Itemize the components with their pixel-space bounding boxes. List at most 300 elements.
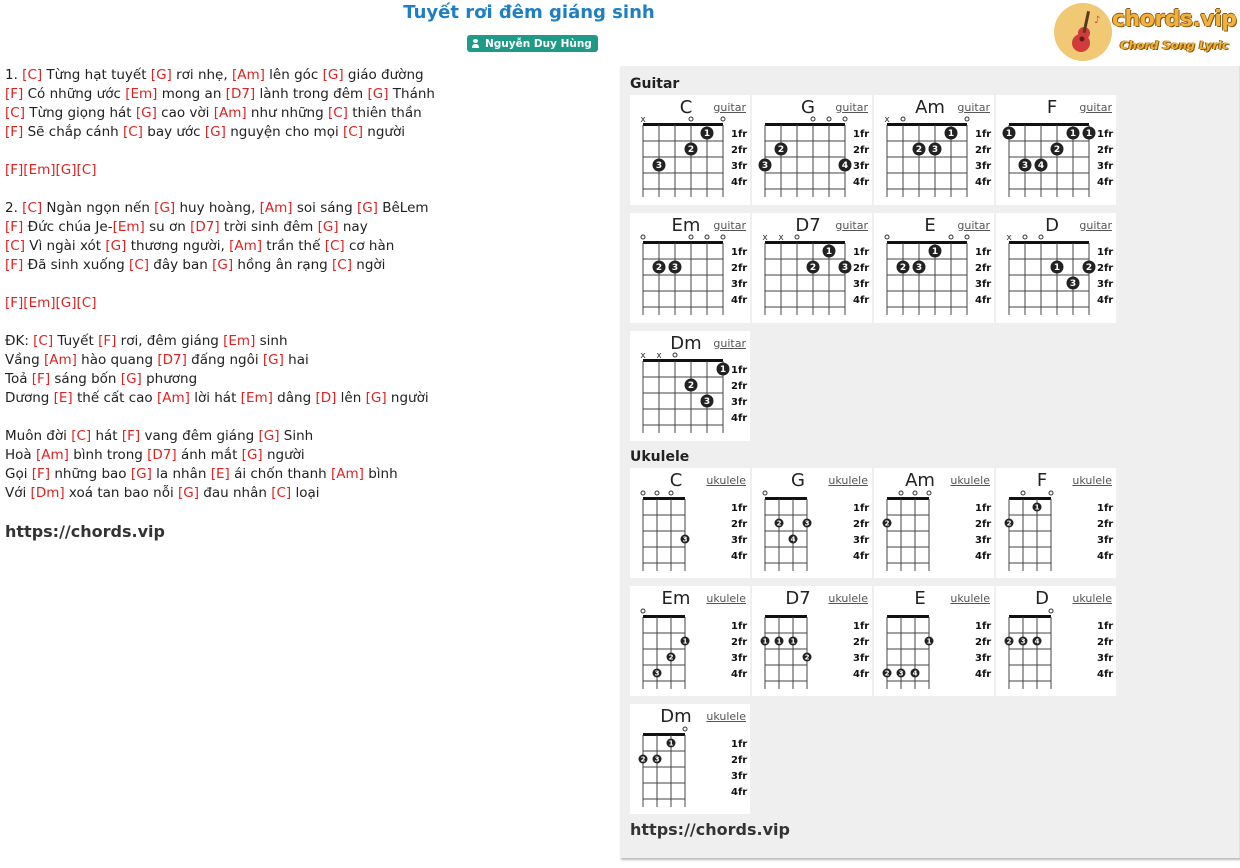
nut xyxy=(643,497,685,500)
fret-label: 1fr xyxy=(1097,129,1114,140)
chord-link[interactable]: [G] xyxy=(154,200,176,216)
lyric-text: nguyện cho mọi xyxy=(225,124,344,140)
author-badge[interactable] xyxy=(467,35,598,52)
guitar-chord-d[interactable] xyxy=(996,213,1116,323)
chord-name: Am xyxy=(905,470,935,491)
lyric-text: ái chốn thanh xyxy=(229,466,331,482)
ukulele-chord-am[interactable] xyxy=(874,468,994,578)
chord-link[interactable]: [G] xyxy=(130,466,152,482)
lyric-line xyxy=(5,465,610,484)
open-string-mark xyxy=(899,491,903,495)
lyric-text: Dương xyxy=(5,390,54,406)
guitar-chord-e[interactable] xyxy=(874,213,994,323)
fret-label: 3fr xyxy=(853,279,870,290)
fret-label: 1fr xyxy=(853,247,870,258)
finger-number: 2 xyxy=(1053,145,1061,156)
fret-label: 2fr xyxy=(975,519,992,530)
finger-number: 2 xyxy=(915,145,923,156)
instrument-link[interactable]: ukulele xyxy=(950,592,990,605)
lyric-line xyxy=(5,237,610,256)
ukulele-chord-d7[interactable] xyxy=(752,586,872,696)
fret-label: 1fr xyxy=(1097,247,1114,258)
chord-link[interactable]: [Am] xyxy=(259,200,293,216)
instrument-link[interactable]: ukulele xyxy=(706,592,746,605)
finger-number: 2 xyxy=(1006,637,1012,646)
lyric-line xyxy=(5,104,610,123)
guitar-chord-em[interactable] xyxy=(630,213,750,323)
chord-link[interactable]: [Am] xyxy=(331,466,364,482)
chord-link[interactable]: [D7] xyxy=(190,219,220,235)
finger-number: 3 xyxy=(1020,637,1026,646)
fret-label: 4fr xyxy=(853,551,870,562)
fret-label: 4fr xyxy=(975,295,992,306)
chord-link[interactable]: [G] xyxy=(178,485,199,501)
lyric-text: nay xyxy=(338,219,368,235)
fret-label: 2fr xyxy=(853,145,870,156)
open-string-mark xyxy=(1049,491,1053,495)
finger-number: 2 xyxy=(804,653,810,662)
finger-number: 3 xyxy=(1069,279,1077,290)
chord-link[interactable]: [F][Em][G][C] xyxy=(5,162,97,178)
chord-link[interactable]: [G] xyxy=(367,86,389,102)
fret-label: 4fr xyxy=(975,177,992,188)
finger-number: 2 xyxy=(655,263,663,274)
fret-label: 3fr xyxy=(1097,161,1114,172)
fret-label: 4fr xyxy=(731,413,748,424)
lyric-text: lên xyxy=(336,390,366,406)
lyric-text: lời hát xyxy=(189,390,241,406)
finger-number: 4 xyxy=(841,161,849,172)
lyric-line xyxy=(5,294,610,313)
lyric-text: bình trong xyxy=(68,447,148,463)
nut xyxy=(887,497,929,500)
chord-link[interactable]: [G] xyxy=(365,390,387,406)
fret-label: 2fr xyxy=(1097,145,1114,156)
muted-string-mark: x xyxy=(778,233,784,243)
fret-label: 4fr xyxy=(731,787,748,798)
lyric-text: loại xyxy=(291,485,320,501)
instrument-link[interactable]: guitar xyxy=(835,219,868,232)
finger-number: 3 xyxy=(898,669,904,678)
open-string-mark xyxy=(1049,609,1053,613)
chord-name: D xyxy=(1045,215,1059,236)
chord-link[interactable]: [F] xyxy=(121,428,141,444)
instrument-link[interactable]: guitar xyxy=(957,219,990,232)
chord-link[interactable]: [E] xyxy=(210,466,230,482)
nut xyxy=(765,615,807,618)
fret-label: 2fr xyxy=(853,263,870,274)
lyric-text: Ngàn ngọn nến xyxy=(42,200,155,216)
chord-link[interactable]: [G] xyxy=(356,200,378,216)
fret-label: 1fr xyxy=(975,621,992,632)
site-logo[interactable] xyxy=(1054,3,1237,61)
instrument-link[interactable]: guitar xyxy=(713,219,746,232)
nut xyxy=(1009,123,1089,126)
lyric-text: bay ước xyxy=(142,124,205,140)
finger-number: 1 xyxy=(703,129,711,140)
chord-link[interactable]: [G] xyxy=(105,238,127,254)
finger-number: 3 xyxy=(655,161,663,172)
ukulele-chord-d[interactable] xyxy=(996,586,1116,696)
chord-link[interactable]: [D] xyxy=(315,390,337,406)
chord-link[interactable]: [C] xyxy=(22,200,43,216)
instrument-link[interactable]: ukulele xyxy=(828,592,868,605)
fret-label: 1fr xyxy=(975,503,992,514)
finger-number: 3 xyxy=(654,669,660,678)
instrument-link[interactable]: ukulele xyxy=(706,710,746,723)
ukulele-chord-c[interactable] xyxy=(630,468,750,578)
lyric-spacer xyxy=(5,313,610,332)
lyric-text: Sinh xyxy=(279,428,314,444)
fret-label: 2fr xyxy=(731,263,748,274)
lyric-text: đây ban xyxy=(149,257,213,273)
chord-name: Am xyxy=(915,97,945,118)
fret-label: 4fr xyxy=(1097,669,1114,680)
chord-link[interactable]: [F] xyxy=(5,257,24,273)
chord-link[interactable]: [Am] xyxy=(213,105,247,121)
lyric-line xyxy=(5,123,610,142)
instrument-link[interactable]: ukulele xyxy=(1072,474,1112,487)
guitar-chord-f[interactable] xyxy=(996,95,1116,205)
chord-link[interactable]: [C] xyxy=(332,257,352,273)
chord-link[interactable]: [F][Em][G][C] xyxy=(5,295,97,311)
instrument-link[interactable]: guitar xyxy=(1079,101,1112,114)
open-string-mark xyxy=(913,491,917,495)
finger-number: 1 xyxy=(1034,503,1040,512)
chord-link[interactable]: [Am] xyxy=(35,447,69,463)
finger-number: 2 xyxy=(777,145,785,156)
fret-label: 3fr xyxy=(853,653,870,664)
finger-number: 2 xyxy=(776,519,782,528)
song-title: Tuyết rơi đêm giáng sinh xyxy=(403,2,655,23)
lyric-spacer xyxy=(5,142,610,161)
nut xyxy=(1009,497,1051,500)
lyric-spacer xyxy=(5,408,610,427)
chord-link[interactable]: [D7] xyxy=(225,86,256,102)
finger-number: 3 xyxy=(841,263,849,274)
lyric-line xyxy=(5,161,610,180)
fret-label: 1fr xyxy=(975,129,992,140)
chord-link[interactable]: [Em] xyxy=(223,333,256,349)
fret-label: 3fr xyxy=(1097,653,1114,664)
lyric-text: bình xyxy=(363,466,398,482)
fret-label: 1fr xyxy=(1097,621,1114,632)
nut xyxy=(643,359,723,362)
muted-string-mark: x xyxy=(656,351,662,361)
chord-link[interactable]: [Em] xyxy=(125,86,158,102)
chord-link[interactable]: [G] xyxy=(262,352,284,368)
lyric-text: Muôn đời xyxy=(5,428,72,444)
lyric-text: giáo đường xyxy=(343,67,424,83)
fret-label: 3fr xyxy=(731,653,748,664)
open-string-mark xyxy=(927,491,931,495)
fret-label: 2fr xyxy=(731,755,748,766)
fret-label: 4fr xyxy=(731,295,748,306)
nut xyxy=(643,733,685,736)
chord-link[interactable]: [G] xyxy=(135,105,157,121)
lyric-text: Hoà xyxy=(5,447,36,463)
finger-number: 3 xyxy=(671,263,679,274)
chord-link[interactable]: [C] xyxy=(343,124,363,140)
nut xyxy=(887,241,967,244)
fret-label: 4fr xyxy=(1097,177,1114,188)
chord-link[interactable]: [F] xyxy=(31,371,51,387)
chord-link[interactable]: [G] xyxy=(150,67,172,83)
fret-label: 3fr xyxy=(975,535,992,546)
lyric-line xyxy=(5,332,610,351)
guitar-chord-am[interactable] xyxy=(874,95,994,205)
fret-label: 4fr xyxy=(1097,551,1114,562)
finger-number: 1 xyxy=(931,247,939,258)
fret-label: 2fr xyxy=(975,263,992,274)
chord-link[interactable]: [C] xyxy=(327,105,348,121)
author-name: Nguyễn Duy Hùng xyxy=(485,37,592,50)
lyric-line xyxy=(5,256,610,275)
chord-name: Em xyxy=(661,588,691,609)
open-string-mark xyxy=(1021,491,1025,495)
chord-link[interactable]: [Am] xyxy=(43,352,77,368)
fret-label: 2fr xyxy=(1097,637,1114,648)
lyric-text: Toả xyxy=(5,371,32,387)
chord-link[interactable]: [D7] xyxy=(147,447,177,463)
finger-number: 3 xyxy=(915,263,923,274)
instrument-link[interactable]: guitar xyxy=(713,337,746,350)
finger-number: 1 xyxy=(668,739,674,748)
chord-link[interactable]: [G] xyxy=(241,447,263,463)
lyric-text: Đã sinh xuống xyxy=(23,257,130,273)
fret-label: 2fr xyxy=(853,519,870,530)
open-string-mark xyxy=(669,491,673,495)
chord-link[interactable]: [Em] xyxy=(112,219,145,235)
chord-link[interactable]: [C] xyxy=(5,238,25,254)
lyric-text: huy hoàng, xyxy=(175,200,260,216)
finger-number: 1 xyxy=(776,637,782,646)
chord-name: C xyxy=(669,470,683,491)
chord-link[interactable]: [C] xyxy=(122,124,143,140)
guitar-chord-dm[interactable] xyxy=(630,331,750,441)
ukulele-chord-g[interactable] xyxy=(752,468,872,578)
chord-link[interactable]: [G] xyxy=(204,124,226,140)
finger-number: 1 xyxy=(825,247,833,258)
finger-number: 1 xyxy=(1053,263,1061,274)
guitar-chord-d7[interactable] xyxy=(752,213,872,323)
muted-string-mark: x xyxy=(640,351,646,361)
chord-link[interactable]: [F] xyxy=(5,219,24,235)
chord-name: Dm xyxy=(660,706,692,727)
lyric-text: Với xyxy=(5,485,31,501)
chord-name: Em xyxy=(671,215,701,236)
fret-label: 1fr xyxy=(731,621,748,632)
fret-label: 4fr xyxy=(853,295,870,306)
instrument-link[interactable]: guitar xyxy=(957,101,990,114)
lyric-text: thế cất cao xyxy=(72,390,157,406)
fret-label: 1fr xyxy=(731,247,748,258)
nut xyxy=(643,123,723,126)
fret-label: 3fr xyxy=(975,279,992,290)
svg-text:♪: ♪ xyxy=(1094,15,1101,26)
instrument-link[interactable]: ukulele xyxy=(828,474,868,487)
chord-link[interactable]: [C] xyxy=(129,257,150,273)
chord-name: Dm xyxy=(670,333,702,354)
lyric-text: trần thế xyxy=(261,238,325,254)
finger-number: 1 xyxy=(682,637,688,646)
chord-link[interactable]: [C] xyxy=(324,238,345,254)
lyric-text: rơi, đêm giáng xyxy=(116,333,224,349)
fret-label: 3fr xyxy=(975,653,992,664)
chord-name: F xyxy=(1036,470,1048,491)
nut xyxy=(765,123,845,126)
lyric-line xyxy=(5,66,610,85)
ukulele-chord-f[interactable] xyxy=(996,468,1116,578)
fret-label: 1fr xyxy=(731,365,748,376)
lyric-text: đau nhân xyxy=(199,485,272,501)
chord-link[interactable]: [Am] xyxy=(231,67,265,83)
lyric-line xyxy=(5,370,610,389)
brand-tagline: Chord Song Lyric xyxy=(1120,38,1229,52)
instrument-link[interactable]: guitar xyxy=(835,101,868,114)
nut xyxy=(887,123,967,126)
chord-link[interactable]: [F] xyxy=(31,466,51,482)
chord-link[interactable]: [Am] xyxy=(229,238,262,254)
chord-name: E xyxy=(924,215,936,236)
finger-number: 1 xyxy=(947,129,955,140)
finger-number: 2 xyxy=(687,381,695,392)
fret-label: 3fr xyxy=(853,161,870,172)
finger-number: 2 xyxy=(1006,519,1012,528)
muted-string-mark: x xyxy=(884,115,890,125)
fret-label: 1fr xyxy=(975,247,992,258)
fret-label: 1fr xyxy=(731,739,748,750)
guitar-chord-c[interactable] xyxy=(630,95,750,205)
chord-link[interactable]: [G] xyxy=(322,67,344,83)
fret-label: 2fr xyxy=(731,637,748,648)
finger-number: 3 xyxy=(1021,161,1029,172)
chord-link[interactable]: [F] xyxy=(5,124,24,140)
lyric-text: cơ hàn xyxy=(344,238,395,254)
finger-number: 2 xyxy=(687,145,695,156)
person-icon xyxy=(472,39,479,48)
fret-label: 4fr xyxy=(975,669,992,680)
fret-label: 3fr xyxy=(731,397,748,408)
lyric-line xyxy=(5,218,610,237)
lyric-spacer xyxy=(5,180,610,199)
fret-label: 2fr xyxy=(731,519,748,530)
instrument-link[interactable]: guitar xyxy=(713,101,746,114)
lyric-text: Vầng xyxy=(5,352,44,368)
lyric-text: Có những ước xyxy=(23,86,126,102)
lyric-text: soi sáng xyxy=(292,200,357,216)
chord-link[interactable]: [F] xyxy=(5,86,24,102)
fret-label: 1fr xyxy=(731,129,748,140)
chord-link[interactable]: [Dm] xyxy=(30,485,65,501)
lyric-text: hào quang xyxy=(76,352,158,368)
guitar-chord-g[interactable] xyxy=(752,95,872,205)
chord-link[interactable]: [C] xyxy=(271,485,292,501)
lyric-line xyxy=(5,427,610,446)
instrument-link[interactable]: ukulele xyxy=(950,474,990,487)
instrument-link[interactable]: guitar xyxy=(1079,219,1112,232)
nut xyxy=(1009,615,1051,618)
fret-label: 3fr xyxy=(731,771,748,782)
instrument-link[interactable]: ukulele xyxy=(1072,592,1112,605)
finger-number: 4 xyxy=(1034,637,1040,646)
lyric-text: rơi nhẹ, xyxy=(171,67,232,83)
chord-link[interactable]: [Em] xyxy=(240,390,273,406)
nut xyxy=(887,615,929,618)
finger-number: 1 xyxy=(762,637,768,646)
finger-number: 3 xyxy=(654,755,660,764)
finger-number: 2 xyxy=(884,669,890,678)
chord-link[interactable]: [C] xyxy=(5,105,25,121)
lyric-text: su ơn xyxy=(144,219,191,235)
lyric-text: ánh mắt xyxy=(176,447,242,463)
open-string-mark xyxy=(641,491,645,495)
ukulele-chord-e[interactable] xyxy=(874,586,994,696)
nut xyxy=(765,497,807,500)
chord-link[interactable]: [C] xyxy=(71,428,92,444)
open-string-mark xyxy=(763,491,767,495)
chord-link[interactable]: [C] xyxy=(33,333,54,349)
lyric-text: hát xyxy=(91,428,122,444)
finger-number: 4 xyxy=(912,669,918,678)
lyric-text: cao vời xyxy=(156,105,214,121)
chord-name: E xyxy=(914,588,926,609)
lyric-text: đấng ngôi xyxy=(186,352,263,368)
lyric-text: người xyxy=(386,390,429,406)
finger-number: 3 xyxy=(682,535,688,544)
chord-link[interactable]: [G] xyxy=(212,257,234,273)
chord-link[interactable]: [G] xyxy=(258,428,280,444)
fret-label: 3fr xyxy=(1097,535,1114,546)
ukulele-chord-em[interactable] xyxy=(630,586,750,696)
chord-link[interactable]: [G] xyxy=(120,371,142,387)
chord-link[interactable]: [E] xyxy=(53,390,73,406)
open-string-mark xyxy=(641,609,645,613)
panel-site-url[interactable]: https://chords.vip xyxy=(630,820,790,839)
lyric-text: lành trong đêm xyxy=(255,86,368,102)
site-url[interactable]: https://chords.vip xyxy=(5,522,165,541)
chord-link[interactable]: [C] xyxy=(22,67,43,83)
instrument-link[interactable]: ukulele xyxy=(706,474,746,487)
muted-string-mark: x xyxy=(762,233,768,243)
fret-label: 2fr xyxy=(731,145,748,156)
chord-link[interactable]: [D7] xyxy=(157,352,187,368)
lyric-text: Sẽ chắp cánh xyxy=(23,124,123,140)
fret-label: 2fr xyxy=(1097,263,1114,274)
fret-label: 2fr xyxy=(1097,519,1114,530)
muted-string-mark: x xyxy=(1006,233,1012,243)
ukulele-chord-dm[interactable] xyxy=(630,704,750,814)
lyric-text: Vì ngài xót xyxy=(24,238,106,254)
lyric-text: người xyxy=(262,447,305,463)
chord-name: F xyxy=(1046,97,1058,118)
nut xyxy=(643,615,685,618)
ukulele-section-title: Ukulele xyxy=(630,449,690,465)
lyric-line xyxy=(5,389,610,408)
finger-number: 3 xyxy=(804,519,810,528)
guitar-section-title: Guitar xyxy=(630,76,680,92)
lyric-text: sáng bốn xyxy=(50,371,121,387)
lyric-text: hai xyxy=(283,352,309,368)
fret-label: 3fr xyxy=(731,535,748,546)
chord-link[interactable]: [G] xyxy=(317,219,339,235)
lyric-text: dâng xyxy=(272,390,316,406)
finger-number: 2 xyxy=(640,755,646,764)
chord-link[interactable]: [F] xyxy=(98,333,117,349)
lyric-text: la nhân xyxy=(151,466,211,482)
open-string-mark xyxy=(683,727,687,731)
chord-link[interactable]: [Am] xyxy=(156,390,190,406)
